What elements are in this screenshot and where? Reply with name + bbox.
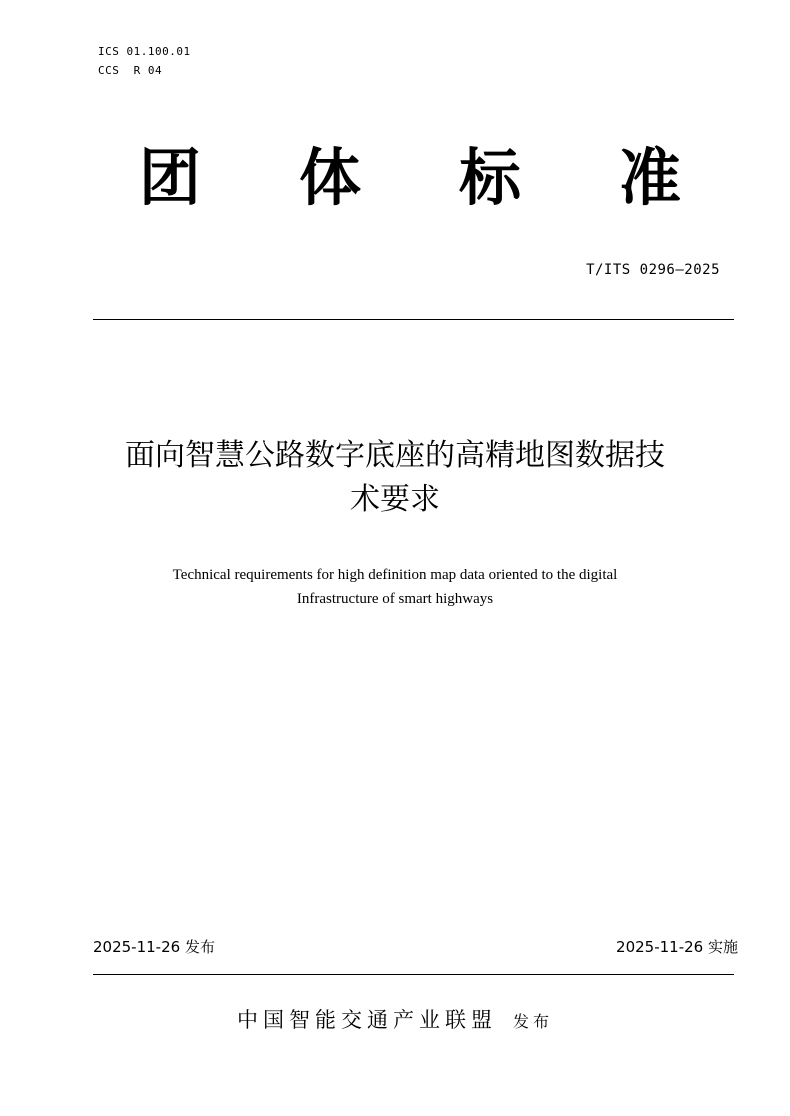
issuer-suffix: 发布: [512, 1012, 553, 1031]
standard-number: T/ITS 0296—2025: [586, 262, 720, 278]
implement-date: 2025-11-26 实施: [616, 938, 738, 956]
standard-type-char: 准: [618, 141, 681, 214]
chinese-title-line: 面向智慧公路数字底座的高精地图数据技: [125, 438, 665, 473]
chinese-title-line: 术要求: [350, 482, 440, 517]
classification-codes: [98, 42, 191, 80]
english-title-line: Technical requirements for high definition map data oriented to the digital: [172, 567, 618, 583]
ccs-code: CCS R 04: [98, 64, 163, 77]
top-divider: [93, 319, 734, 320]
issuer: [0, 1004, 790, 1034]
publish-date: 2025-11-26 发布: [93, 938, 215, 956]
standard-type-char: 体: [298, 141, 361, 214]
english-title: [60, 563, 730, 611]
english-title-line: Infrastructure of smart highways: [296, 591, 494, 607]
bottom-divider: [93, 974, 734, 975]
standard-type-heading: [130, 138, 690, 218]
issuer-name: 中国智能交通产业联盟: [236, 1008, 497, 1032]
ics-code: ICS 01.100.01: [98, 45, 191, 58]
chinese-title: [60, 434, 730, 522]
standard-type-char: 标: [458, 141, 521, 214]
standard-type-char: 团: [138, 141, 201, 214]
